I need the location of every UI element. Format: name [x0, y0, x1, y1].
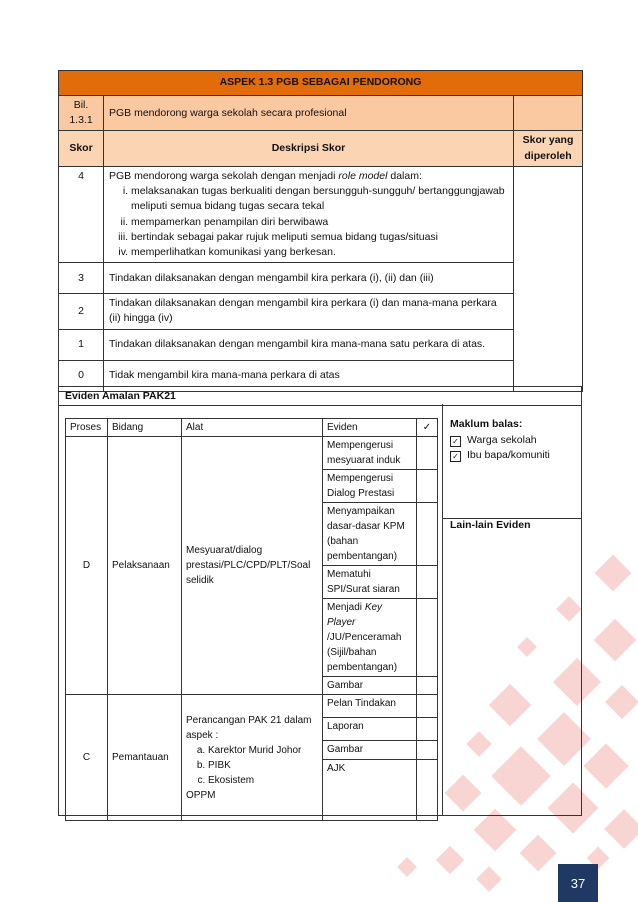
alat-c-intro: Perancangan PAK 21 dalam aspek : — [186, 714, 312, 741]
deskripsi-3: Tindakan dilaksanakan dengan mengambil kira perkara (i), (ii) dan (iii) — [104, 263, 514, 294]
skor-0: 0 — [59, 360, 104, 391]
eviden-item: AJK — [323, 760, 417, 821]
bil-empty-cell — [514, 96, 583, 131]
check-icon: ✓ — [417, 419, 438, 437]
checkbox-checked-icon[interactable]: ✓ — [450, 451, 461, 462]
eviden-tick-box[interactable] — [417, 760, 438, 821]
eviden-item-key-player: Menjadi Key Player /JU/Penceramah (Sijil/bahan pembentangan) — [323, 599, 417, 677]
eviden-item: Pelan Tindakan — [323, 695, 417, 718]
aspek-table — [58, 70, 583, 392]
deskripsi-4-list — [109, 184, 508, 260]
eviden-tick-box[interactable] — [417, 503, 438, 566]
eviden-title: Eviden Amalan PAK21 — [65, 390, 176, 402]
lain-lain-eviden-title: Lain-lain Eviden — [450, 519, 531, 531]
skor-1: 1 — [59, 329, 104, 360]
skor-2: 2 — [59, 294, 104, 329]
eviden-item: Gambar — [323, 677, 417, 695]
eviden-tick-box[interactable] — [417, 437, 438, 470]
eviden-tick-box[interactable] — [417, 695, 438, 718]
deskripsi-1: Tindakan dilaksanakan dengan mengambil kira mana-mana satu perkara di atas. — [104, 329, 514, 360]
skor-diperoleh-cell[interactable] — [514, 166, 583, 391]
skor-4: 4 — [59, 166, 104, 262]
bil-text: PGB mendorong warga sekolah secara profesional — [104, 96, 514, 131]
alat-c-outro: OPPM — [186, 789, 216, 801]
eviden-tick-box[interactable] — [417, 566, 438, 599]
alat-c-list — [186, 743, 318, 788]
eviden-item: Menyampaikan dasar-dasar KPM (bahan pembentangan) — [323, 503, 417, 566]
checkbox-checked-icon[interactable]: ✓ — [450, 436, 461, 447]
eviden-tick-box[interactable] — [417, 741, 438, 760]
bidang-pelaksanaan: Pelaksanaan — [108, 437, 182, 695]
maklum-balas-panel — [442, 404, 582, 816]
bidang-pemantauan: Pemantauan — [108, 695, 182, 821]
proses-c: C — [66, 695, 108, 821]
header-bidang: Bidang — [108, 419, 182, 437]
header-skor: Skor — [59, 131, 104, 166]
list-item: b. PIBK — [208, 758, 318, 773]
eviden-tick-box[interactable] — [417, 677, 438, 695]
maklum-balas-item-warga[interactable]: ✓ Warga sekolah — [450, 434, 537, 446]
eviden-item: Mematuhi SPI/Surat siaran — [323, 566, 417, 599]
header-deskripsi: Deskripsi Skor — [104, 131, 514, 166]
proses-d: D — [66, 437, 108, 695]
aspek-title: ASPEK 1.3 PGB SEBAGAI PENDORONG — [59, 71, 583, 96]
eviden-item: Mempengerusi Dialog Prestasi — [323, 470, 417, 503]
header-skor-diperoleh: Skor yang diperoleh — [514, 131, 583, 166]
deskripsi-4-intro: PGB mendorong warga sekolah dengan menjadi role model dalam: — [109, 169, 422, 182]
header-alat: Alat — [182, 419, 323, 437]
eviden-item: Mempengerusi mesyuarat induk — [323, 437, 417, 470]
deskripsi-0: Tidak mengambil kira mana-mana perkara di atas — [104, 360, 514, 391]
bil-label: Bil. — [73, 99, 89, 111]
list-item: ii. mempamerkan penampilan diri berwibawa — [131, 215, 508, 230]
list-item: iii. bertindak sebagai pakar rujuk meliputi semua bidang tugas/situasi — [131, 230, 508, 245]
maklum-balas-item-ibu-bapa[interactable]: ✓ Ibu bapa/komuniti — [450, 449, 550, 461]
alat-d: Mesyuarat/dialog prestasi/PLC/CPD/PLT/Soal selidik — [182, 437, 323, 695]
eviden-item: Gambar — [323, 741, 417, 760]
eviden-tick-box[interactable] — [417, 718, 438, 741]
deskripsi-2: Tindakan dilaksanakan dengan mengambil kira perkara (i) dan mana-mana perkara (ii) hingga (iv) — [104, 294, 514, 329]
deskripsi-4 — [104, 166, 514, 262]
list-item: a. Karektor Murid Johor — [208, 743, 318, 758]
maklum-balas-title: Maklum balas: — [450, 418, 523, 430]
eviden-item: Laporan — [323, 718, 417, 741]
alat-c — [182, 695, 323, 821]
bil-cell — [59, 96, 104, 131]
list-item: i. melaksanakan tugas berkualiti dengan bersungguh-sungguh/ bertanggungjawab meliputi semua bidang tugas secara tekal — [131, 184, 508, 214]
eviden-tick-box[interactable] — [417, 599, 438, 677]
skor-3: 3 — [59, 263, 104, 294]
header-eviden: Eviden — [323, 419, 417, 437]
header-proses: Proses — [66, 419, 108, 437]
page-number: 37 — [558, 864, 598, 902]
list-item: iv. memperlihatkan komunikasi yang berkesan. — [131, 245, 508, 260]
eviden-tick-box[interactable] — [417, 470, 438, 503]
list-item: c. Ekosistem — [208, 773, 318, 788]
bil-number: 1.3.1 — [69, 114, 93, 127]
eviden-table — [65, 418, 438, 821]
